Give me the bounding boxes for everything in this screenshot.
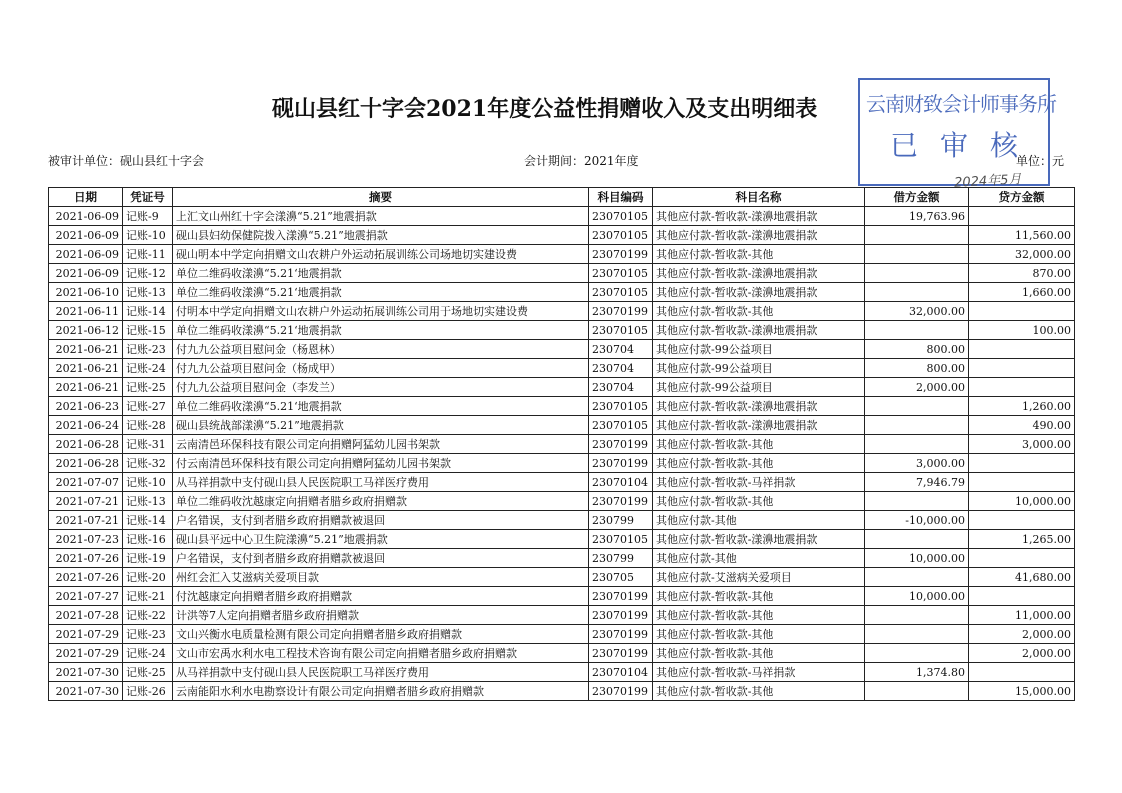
cell-debit [865,264,969,283]
cell-summary: 云南能阳水利水电勘察设计有限公司定向捐赠者腊乡政府捐赠款 [173,682,589,701]
table-row [49,663,1075,682]
cell-debit [865,682,969,701]
table-row [49,549,1075,568]
audited-unit-label: 被审计单位：砚山县红十字会 [48,154,205,168]
cell-account-name: 其他应付款-暂收款-其他 [653,682,865,701]
cell-debit [865,492,969,511]
cell-debit: -10,000.00 [865,511,969,530]
cell-account-name: 其他应付款-艾滋病关爱项目 [653,568,865,587]
cell-voucher: 记账-11 [123,245,173,264]
cell-account-code: 23070104 [589,663,653,682]
cell-voucher: 记账-9 [123,207,173,226]
cell-voucher: 记账-12 [123,264,173,283]
cell-voucher: 记账-31 [123,435,173,454]
cell-voucher: 记账-20 [123,568,173,587]
cell-date: 2021-07-07 [49,473,123,492]
cell-account-code: 23070199 [589,682,653,701]
table-row [49,454,1075,473]
table-row [49,245,1075,264]
cell-date: 2021-06-28 [49,454,123,473]
cell-credit: 490.00 [969,416,1075,435]
cell-account-name: 其他应付款-暂收款-漾濞地震捐款 [653,416,865,435]
cell-credit: 32,000.00 [969,245,1075,264]
cell-summary: 州红会汇入艾滋病关爱项目款 [173,568,589,587]
cell-voucher: 记账-16 [123,530,173,549]
cell-date: 2021-07-30 [49,663,123,682]
cell-account-name: 其他应付款-暂收款-其他 [653,492,865,511]
table-row [49,359,1075,378]
cell-account-code: 23070199 [589,606,653,625]
cell-debit [865,226,969,245]
cell-summary: 文山市宏禹水利水电工程技术咨询有限公司定向捐赠者腊乡政府捐赠款 [173,644,589,663]
cell-credit: 870.00 [969,264,1075,283]
cell-voucher: 记账-10 [123,473,173,492]
cell-account-name: 其他应付款-暂收款-其他 [653,606,865,625]
cell-summary: 单位二维码收漾濞“5.21‘地震捐款 [173,321,589,340]
cell-account-code: 23070105 [589,530,653,549]
table-row [49,416,1075,435]
cell-debit [865,606,969,625]
stamp-date: 2024年5月 [953,172,1022,191]
cell-date: 2021-06-21 [49,359,123,378]
cell-account-code: 23070105 [589,283,653,302]
cell-account-name: 其他应付款-暂收款-漾濞地震捐款 [653,397,865,416]
cell-date: 2021-07-29 [49,625,123,644]
cell-debit [865,625,969,644]
cell-account-name: 其他应付款-暂收款-其他 [653,435,865,454]
cell-debit [865,568,969,587]
cell-summary: 单位二维码收沈越康定向捐赠者腊乡政府捐赠款 [173,492,589,511]
cell-account-code: 23070104 [589,473,653,492]
donation-detail-table [48,187,1075,701]
cell-summary: 付云南清邑环保科技有限公司定向捐赠阿猛幼儿园书架款 [173,454,589,473]
cell-date: 2021-06-23 [49,397,123,416]
cell-voucher: 记账-13 [123,283,173,302]
cell-date: 2021-06-09 [49,226,123,245]
cell-account-name: 其他应付款-暂收款-马祥捐款 [653,473,865,492]
cell-account-code: 230799 [589,511,653,530]
table-row [49,302,1075,321]
cell-account-code: 23070199 [589,644,653,663]
cell-summary: 云南清邑环保科技有限公司定向捐赠阿猛幼儿园书架款 [173,435,589,454]
cell-date: 2021-06-24 [49,416,123,435]
stamp-firm-name: 云南财致会计师事务所 [866,92,1056,116]
cell-voucher: 记账-23 [123,625,173,644]
cell-account-code: 230704 [589,359,653,378]
table-row [49,340,1075,359]
cell-date: 2021-07-29 [49,644,123,663]
cell-voucher: 记账-24 [123,359,173,378]
cell-account-code: 23070199 [589,492,653,511]
table-header-row [49,188,1075,207]
cell-summary: 单位二维码收漾濞“5.21‘地震捐款 [173,397,589,416]
table-row [49,321,1075,340]
cell-credit [969,454,1075,473]
cell-account-code: 23070199 [589,625,653,644]
cell-account-code: 23070105 [589,207,653,226]
cell-summary: 文山兴衡水电质量检测有限公司定向捐赠者腊乡政府捐赠款 [173,625,589,644]
cell-summary: 单位二维码收漾濞“5.21‘地震捐款 [173,264,589,283]
cell-date: 2021-06-12 [49,321,123,340]
cell-summary: 砚山县妇幼保健院拨入漾濞“5.21”地震捐款 [173,226,589,245]
cell-debit: 19,763.96 [865,207,969,226]
table-row [49,644,1075,663]
cell-account-code: 230705 [589,568,653,587]
cell-credit: 2,000.00 [969,625,1075,644]
cell-date: 2021-06-09 [49,245,123,264]
cell-account-code: 23070199 [589,435,653,454]
cell-account-code: 23070105 [589,226,653,245]
cell-account-name: 其他应付款-暂收款-其他 [653,625,865,644]
cell-voucher: 记账-10 [123,226,173,245]
cell-credit [969,378,1075,397]
cell-account-code: 23070199 [589,302,653,321]
cell-debit [865,283,969,302]
cell-debit [865,435,969,454]
cell-credit [969,473,1075,492]
cell-account-name: 其他应付款-99公益项目 [653,359,865,378]
cell-debit: 1,374.80 [865,663,969,682]
cell-account-name: 其他应付款-暂收款-其他 [653,587,865,606]
header-summary: 摘要 [173,188,589,207]
cell-credit: 1,260.00 [969,397,1075,416]
cell-debit [865,530,969,549]
cell-summary: 付沈越康定向捐赠者腊乡政府捐赠款 [173,587,589,606]
cell-date: 2021-06-28 [49,435,123,454]
cell-summary: 砚山明本中学定向捐赠文山农耕户外运动拓展训练公司场地切实建设费 [173,245,589,264]
cell-account-code: 23070199 [589,245,653,264]
cell-voucher: 记账-15 [123,321,173,340]
cell-voucher: 记账-27 [123,397,173,416]
cell-account-name: 其他应付款-暂收款-漾濞地震捐款 [653,283,865,302]
cell-date: 2021-07-23 [49,530,123,549]
cell-account-code: 23070105 [589,264,653,283]
cell-credit [969,587,1075,606]
cell-credit: 100.00 [969,321,1075,340]
cell-account-name: 其他应付款-暂收款-其他 [653,302,865,321]
cell-account-code: 230799 [589,549,653,568]
cell-account-name: 其他应付款-暂收款-其他 [653,454,865,473]
cell-date: 2021-07-21 [49,511,123,530]
cell-date: 2021-06-21 [49,378,123,397]
table-row [49,625,1075,644]
cell-date: 2021-07-27 [49,587,123,606]
cell-account-code: 230704 [589,340,653,359]
header-account-code: 科目编码 [589,188,653,207]
document-title: 砚山县红十字会2021年度公益性捐赠收入及支出明细表 [272,96,818,122]
cell-account-name: 其他应付款-其他 [653,549,865,568]
accounting-period-label: 会计期间：2021年度 [524,154,639,168]
cell-date: 2021-06-09 [49,207,123,226]
cell-debit: 3,000.00 [865,454,969,473]
cell-summary: 从马祥捐款中支付砚山县人民医院职工马祥医疗费用 [173,663,589,682]
cell-account-code: 23070105 [589,397,653,416]
cell-account-name: 其他应付款-暂收款-漾濞地震捐款 [653,226,865,245]
cell-voucher: 记账-28 [123,416,173,435]
header-debit: 借方金额 [865,188,969,207]
cell-credit: 3,000.00 [969,435,1075,454]
cell-voucher: 记账-25 [123,663,173,682]
cell-summary: 从马祥捐款中支付砚山县人民医院职工马祥医疗费用 [173,473,589,492]
cell-summary: 付九九公益项目慰问金（杨恩林） [173,340,589,359]
table-row [49,397,1075,416]
cell-account-name: 其他应付款-其他 [653,511,865,530]
cell-date: 2021-07-30 [49,682,123,701]
cell-account-code: 23070199 [589,454,653,473]
cell-summary: 户名错误，支付到者腊乡政府捐赠款被退回 [173,549,589,568]
cell-voucher: 记账-22 [123,606,173,625]
cell-credit: 15,000.00 [969,682,1075,701]
table-row [49,492,1075,511]
cell-credit: 11,000.00 [969,606,1075,625]
cell-voucher: 记账-24 [123,644,173,663]
cell-debit: 10,000.00 [865,549,969,568]
cell-credit [969,340,1075,359]
cell-credit: 1,265.00 [969,530,1075,549]
cell-summary: 上汇文山州红十字会漾濞“5.21”地震捐款 [173,207,589,226]
cell-debit: 7,946.79 [865,473,969,492]
cell-date: 2021-07-26 [49,549,123,568]
cell-account-code: 23070105 [589,321,653,340]
table-row [49,682,1075,701]
cell-debit [865,397,969,416]
table-row [49,473,1075,492]
header-credit: 贷方金额 [969,188,1075,207]
cell-date: 2021-07-28 [49,606,123,625]
cell-account-name: 其他应付款-暂收款-漾濞地震捐款 [653,264,865,283]
cell-voucher: 记账-13 [123,492,173,511]
cell-credit: 1,660.00 [969,283,1075,302]
table-row [49,511,1075,530]
cell-credit: 2,000.00 [969,644,1075,663]
cell-debit [865,644,969,663]
cell-debit [865,245,969,264]
cell-credit [969,663,1075,682]
cell-date: 2021-06-11 [49,302,123,321]
cell-date: 2021-06-21 [49,340,123,359]
cell-account-name: 其他应付款-99公益项目 [653,340,865,359]
cell-voucher: 记账-14 [123,511,173,530]
cell-voucher: 记账-23 [123,340,173,359]
cell-summary: 砚山县平远中心卫生院漾濞“5.21”地震捐款 [173,530,589,549]
cell-debit: 10,000.00 [865,587,969,606]
cell-date: 2021-06-09 [49,264,123,283]
cell-voucher: 记账-19 [123,549,173,568]
cell-account-code: 230704 [589,378,653,397]
cell-account-name: 其他应付款-暂收款-漾濞地震捐款 [653,207,865,226]
header-date: 日期 [49,188,123,207]
table-row [49,568,1075,587]
table-row [49,226,1075,245]
cell-account-name: 其他应付款-99公益项目 [653,378,865,397]
cell-voucher: 记账-14 [123,302,173,321]
cell-credit [969,511,1075,530]
cell-credit [969,207,1075,226]
cell-debit: 800.00 [865,359,969,378]
audit-stamp [858,78,1056,191]
cell-summary: 付九九公益项目慰问金（杨成甲） [173,359,589,378]
cell-voucher: 记账-25 [123,378,173,397]
cell-date: 2021-07-26 [49,568,123,587]
cell-voucher: 记账-32 [123,454,173,473]
cell-account-name: 其他应付款-暂收款-漾濞地震捐款 [653,530,865,549]
cell-account-name: 其他应付款-暂收款-其他 [653,644,865,663]
table-row [49,606,1075,625]
cell-debit [865,321,969,340]
header-voucher: 凭证号 [123,188,173,207]
table-row [49,378,1075,397]
table-row [49,587,1075,606]
cell-debit: 800.00 [865,340,969,359]
cell-debit: 32,000.00 [865,302,969,321]
cell-date: 2021-07-21 [49,492,123,511]
cell-credit [969,359,1075,378]
table-row [49,530,1075,549]
table-row [49,283,1075,302]
table-row [49,264,1075,283]
stamp-status: 已审核 [890,129,1041,162]
cell-summary: 计洪等7人定向捐赠者腊乡政府捐赠款 [173,606,589,625]
cell-account-name: 其他应付款-暂收款-其他 [653,245,865,264]
table-row [49,207,1075,226]
cell-account-code: 23070199 [589,587,653,606]
currency-unit-label: 单位：元 [1016,154,1065,168]
cell-account-code: 23070105 [589,416,653,435]
header-account-name: 科目名称 [653,188,865,207]
cell-debit: 2,000.00 [865,378,969,397]
cell-credit [969,302,1075,321]
cell-summary: 砚山县统战部漾濞“5.21”地震捐款 [173,416,589,435]
cell-credit: 10,000.00 [969,492,1075,511]
cell-voucher: 记账-26 [123,682,173,701]
cell-summary: 户名错误，支付到者腊乡政府捐赠款被退回 [173,511,589,530]
cell-account-name: 其他应付款-暂收款-马祥捐款 [653,663,865,682]
cell-account-name: 其他应付款-暂收款-漾濞地震捐款 [653,321,865,340]
cell-credit: 11,560.00 [969,226,1075,245]
cell-credit [969,549,1075,568]
cell-summary: 付明本中学定向捐赠文山农耕户外运动拓展训练公司用于场地切实建设费 [173,302,589,321]
cell-credit: 41,680.00 [969,568,1075,587]
cell-summary: 付九九公益项目慰问金（李发兰） [173,378,589,397]
table-row [49,435,1075,454]
cell-summary: 单位二维码收漾濞“5.21‘地震捐款 [173,283,589,302]
cell-voucher: 记账-21 [123,587,173,606]
cell-date: 2021-06-10 [49,283,123,302]
cell-debit [865,416,969,435]
